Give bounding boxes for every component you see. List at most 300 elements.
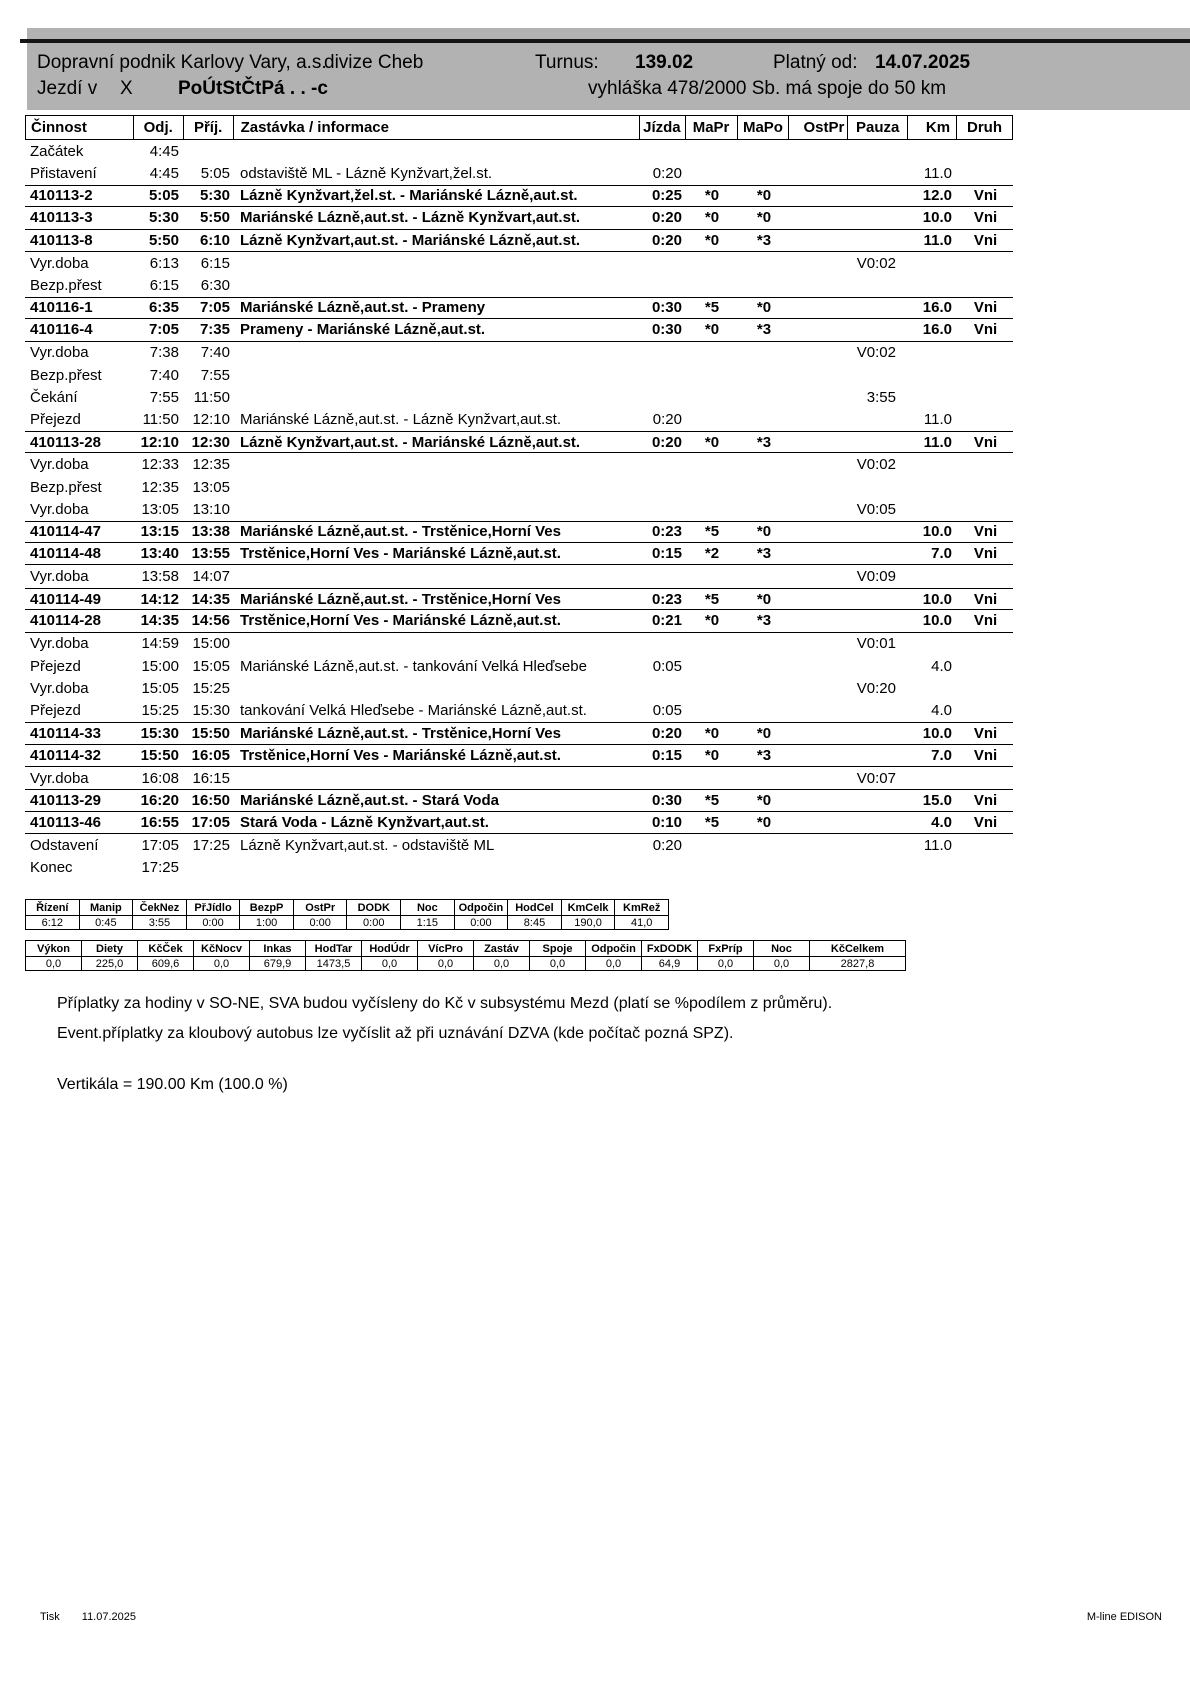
summary-value: 0,0: [194, 957, 250, 971]
summary-header: Odpočin: [454, 900, 508, 916]
summary-value: 0,0: [474, 957, 530, 971]
summary-header: HodCel: [508, 900, 562, 916]
schedule-row: [25, 677, 1013, 699]
cell-km: 12.0: [922, 187, 952, 205]
cell-jizda: [640, 364, 686, 386]
cell-zastavka: [233, 274, 640, 296]
cell-km: 10.0: [922, 612, 952, 630]
cell-jizda: [640, 498, 686, 520]
cell-mapo: *0: [756, 523, 772, 541]
cell-druh: Vni: [973, 187, 998, 205]
summary-value: 0:45: [79, 916, 133, 930]
summary-header: HodTar: [306, 941, 362, 957]
cell-ostpr: [790, 812, 849, 833]
cell-jizda: [640, 252, 686, 274]
cell-mapr: *0: [704, 612, 720, 630]
document-header: [27, 28, 1190, 110]
summary-header: KčČek: [138, 941, 194, 957]
cell-mapr: [686, 140, 738, 162]
cell-cinnost: Přejezd: [30, 411, 81, 429]
cell-prij: 7:40: [200, 344, 230, 362]
summary-value: 1:00: [240, 916, 294, 930]
cell-ostpr: [790, 274, 849, 296]
cell-pauza: [849, 230, 909, 251]
summary-header: Odpočin: [586, 941, 642, 957]
cell-zastavka: [233, 767, 640, 789]
cell-pauza: [849, 319, 909, 340]
cell-mapo: *3: [756, 321, 772, 339]
cell-jizda: 0:23: [651, 523, 682, 541]
cell-mapr: *5: [704, 523, 720, 541]
summary-value: 609,6: [138, 957, 194, 971]
summary-header: FxPríp: [698, 941, 754, 957]
runs-on-code: X: [120, 78, 133, 99]
cell-jizda: [640, 274, 686, 296]
cell-druh: [958, 565, 1013, 587]
cell-mapo: [738, 565, 790, 587]
summary-header: Zastáv: [474, 941, 530, 957]
cell-km: 16.0: [922, 321, 952, 339]
summary-value: 0:00: [454, 916, 508, 930]
cell-mapo: *3: [756, 746, 772, 764]
summary-value: 6:12: [26, 916, 80, 930]
cell-mapr: *2: [704, 545, 720, 563]
cell-mapo: [738, 140, 790, 162]
cell-mapr: [686, 476, 738, 498]
cell-druh: [958, 498, 1013, 520]
cell-odj: 7:38: [149, 344, 179, 362]
cell-km: [909, 677, 958, 699]
cell-ostpr: [790, 364, 849, 386]
cell-prij: 7:35: [199, 321, 230, 339]
cell-pauza: V0:02: [856, 254, 896, 272]
cell-druh: [958, 857, 1013, 879]
cell-km: [909, 633, 958, 655]
cell-zastavka: Lázně Kynžvart,aut.st. - Mariánské Lázně,aut.st.: [240, 231, 581, 249]
cell-druh: [958, 476, 1013, 498]
cell-ostpr: [790, 409, 849, 431]
cell-zastavka: Mariánské Lázně,aut.st. - Trstěnice,Horní Ves: [240, 590, 561, 608]
cell-zastavka: Prameny - Mariánské Lázně,aut.st.: [240, 321, 486, 339]
cell-pauza: [849, 186, 909, 206]
cell-odj: 16:08: [141, 769, 179, 787]
cell-cinnost: Začátek: [30, 142, 84, 160]
cell-pauza: [849, 589, 909, 609]
cell-pauza: [849, 207, 909, 228]
cell-mapr: [686, 834, 738, 856]
cell-mapo: [738, 700, 790, 722]
cell-odj: 4:45: [149, 165, 179, 183]
cell-jizda: 0:05: [652, 657, 682, 675]
company-name: Dopravní podnik Karlovy Vary, a.s.: [37, 52, 327, 73]
cell-pauza: V0:05: [856, 500, 896, 518]
schedule-row: [25, 476, 1013, 498]
cell-cinnost: 410114-49: [30, 590, 101, 608]
cell-druh: Vni: [973, 746, 998, 764]
cell-mapr: *0: [704, 321, 720, 339]
cell-prij: 13:38: [191, 523, 230, 541]
cell-km: 16.0: [922, 299, 952, 317]
summary-table-hours: [25, 899, 669, 930]
cell-odj: 6:15: [149, 277, 179, 295]
cell-mapr: *0: [704, 187, 720, 205]
schedule-row-trip: [25, 588, 1013, 610]
cell-zastavka: Mariánské Lázně,aut.st. - Trstěnice,Horní Ves: [240, 523, 561, 541]
cell-ostpr: [790, 522, 849, 542]
cell-jizda: 0:20: [651, 433, 682, 451]
cell-ostpr: [790, 790, 849, 810]
cell-mapo: [738, 633, 790, 655]
cell-zastavka: [233, 633, 640, 655]
schedule-row: [25, 140, 1013, 162]
cell-zastavka: Lázně Kynžvart,žel.st. - Mariánské Lázně,aut.st.: [240, 187, 578, 205]
cell-jizda: 0:05: [652, 702, 682, 720]
cell-ostpr: [790, 207, 849, 228]
schedule-row: [25, 252, 1013, 274]
cell-prij: 15:25: [192, 680, 230, 698]
cell-prij: 16:15: [192, 769, 230, 787]
cell-jizda: [640, 565, 686, 587]
summary-value: 0:00: [293, 916, 347, 930]
cell-prij: 15:00: [192, 635, 230, 653]
cell-pauza: [849, 432, 909, 452]
cell-druh: Vni: [973, 813, 998, 831]
summary-value: 1473,5: [306, 957, 362, 971]
cell-mapo: [738, 498, 790, 520]
cell-mapr: *5: [704, 299, 720, 317]
cell-km: 7.0: [931, 746, 952, 764]
cell-km: 11.0: [923, 231, 952, 249]
print-date: 11.07.2025: [81, 1611, 137, 1623]
schedule-row: [25, 364, 1013, 386]
cell-odj: 13:58: [141, 568, 179, 586]
cell-mapo: *0: [756, 299, 772, 317]
cell-odj: 7:55: [149, 388, 179, 406]
cell-ostpr: [790, 767, 849, 789]
cell-druh: [958, 409, 1013, 431]
cell-jizda: [640, 342, 686, 364]
cell-mapr: [686, 274, 738, 296]
cell-jizda: 0:23: [651, 590, 682, 608]
summary-value: 0,0: [586, 957, 642, 971]
cell-km: [909, 252, 958, 274]
cell-mapr: [686, 565, 738, 587]
cell-cinnost: Přistavení: [30, 165, 97, 183]
cell-druh: [958, 386, 1013, 408]
cell-druh: [958, 364, 1013, 386]
cell-prij: 14:35: [191, 590, 230, 608]
cell-mapr: [686, 655, 738, 677]
summary-value: 0,0: [754, 957, 810, 971]
cell-druh: Vni: [973, 299, 998, 317]
summary-table-money: [25, 940, 906, 971]
cell-odj: 12:33: [141, 456, 179, 474]
cell-mapo: *3: [756, 433, 772, 451]
cell-ostpr: [790, 857, 849, 879]
cell-druh: [958, 453, 1013, 475]
schedule-row: [25, 162, 1013, 184]
col-header-druh: Druh: [967, 119, 1003, 136]
summary-header: KčNocv: [194, 941, 250, 957]
cell-km: [909, 767, 958, 789]
col-header-km: Km: [908, 116, 957, 139]
cell-mapr: [686, 633, 738, 655]
cell-jizda: [640, 476, 686, 498]
cell-zastavka: Mariánské Lázně,aut.st. - tankování Velká Hleďsebe: [240, 657, 587, 675]
cell-zastavka: [233, 476, 640, 498]
cell-mapo: *0: [756, 813, 772, 831]
cell-ostpr: [790, 498, 849, 520]
cell-prij: 12:35: [192, 456, 230, 474]
cell-cinnost: 410113-3: [30, 209, 93, 227]
cell-mapr: *0: [704, 724, 720, 742]
cell-ostpr: [790, 655, 849, 677]
schedule-row-trip: [25, 230, 1013, 252]
cell-cinnost: 410114-47: [30, 523, 101, 541]
cell-pauza: [849, 476, 909, 498]
vertikala-line: Vertikála = 190.00 Km (100.0 %): [57, 1076, 288, 1093]
cell-mapr: *0: [704, 231, 720, 249]
cell-odj: 16:20: [140, 792, 179, 810]
cell-cinnost: Konec: [30, 859, 73, 877]
cell-druh: Vni: [973, 612, 998, 630]
cell-zastavka: Mariánské Lázně,aut.st. - Lázně Kynžvart,aut.st.: [240, 209, 581, 227]
cell-km: [909, 857, 958, 879]
cell-druh: Vni: [973, 545, 998, 563]
summary-header: DODK: [347, 900, 401, 916]
cell-odj: 11:50: [142, 411, 179, 429]
cell-jizda: 0:15: [651, 746, 682, 764]
cell-zastavka: [233, 677, 640, 699]
schedule-row: [25, 498, 1013, 520]
summary-value: 8:45: [508, 916, 562, 930]
col-header-mapo: MaPo: [738, 116, 790, 139]
summary-header: BezpP: [240, 900, 294, 916]
cell-pauza: [849, 274, 909, 296]
cell-zastavka: Lázně Kynžvart,aut.st. - Mariánské Lázně,aut.st.: [240, 433, 581, 451]
cell-prij: 14:56: [191, 612, 230, 630]
cell-zastavka: [233, 498, 640, 520]
cell-cinnost: Bezp.přest: [30, 277, 102, 295]
cell-jizda: [640, 767, 686, 789]
summary-header: Inkas: [250, 941, 306, 957]
cell-zastavka: Trstěnice,Horní Ves - Mariánské Lázně,aut.st.: [240, 545, 561, 563]
cell-ostpr: [790, 252, 849, 274]
cell-mapo: [738, 453, 790, 475]
schedule-row-trip: [25, 789, 1013, 811]
cell-odj: 5:30: [148, 209, 179, 227]
cell-mapr: *0: [704, 209, 720, 227]
cell-odj: 6:35: [148, 299, 179, 317]
cell-mapo: [738, 274, 790, 296]
cell-ostpr: [790, 319, 849, 340]
summary-value: 0,0: [698, 957, 754, 971]
schedule-table-header: [25, 115, 1013, 140]
cell-pauza: [849, 812, 909, 833]
cell-druh: [958, 252, 1013, 274]
summary-value: 0,0: [418, 957, 474, 971]
schedule-row-trip: [25, 812, 1013, 834]
summary-header: PřJídlo: [186, 900, 240, 916]
cell-ostpr: [790, 162, 849, 184]
cell-km: 4.0: [931, 657, 952, 675]
cell-km: 10.0: [922, 523, 952, 541]
cell-ostpr: [790, 186, 849, 206]
schedule-row-trip: [25, 207, 1013, 229]
cell-prij: 5:30: [199, 187, 230, 205]
cell-jizda: [640, 453, 686, 475]
summary-header: OstPr: [293, 900, 347, 916]
schedule-row: [25, 857, 1013, 879]
cell-cinnost: Čekání: [30, 388, 78, 406]
cell-zastavka: [233, 364, 640, 386]
cell-druh: [958, 633, 1013, 655]
cell-km: 4.0: [931, 813, 952, 831]
cell-km: [909, 565, 958, 587]
cell-mapo: [738, 655, 790, 677]
cell-mapr: [686, 162, 738, 184]
schedule-row-trip: [25, 610, 1013, 632]
cell-druh: [958, 700, 1013, 722]
cell-jizda: [640, 386, 686, 408]
cell-ostpr: [790, 745, 849, 766]
runs-on-days: PoÚtStČtPá . . -c: [178, 78, 328, 99]
cell-cinnost: Vyr.doba: [30, 344, 89, 362]
cell-mapo: [738, 476, 790, 498]
cell-km: 11.0: [923, 836, 952, 854]
cell-pauza: V0:09: [856, 568, 896, 586]
cell-mapr: [686, 498, 738, 520]
cell-pauza: [849, 522, 909, 542]
cell-prij: 12:10: [192, 411, 230, 429]
cell-druh: [958, 140, 1013, 162]
cell-prij: 6:15: [200, 254, 230, 272]
cell-prij: [183, 140, 233, 162]
schedule-row: [25, 700, 1013, 722]
cell-cinnost: Přejezd: [30, 657, 81, 675]
summary-header: Noc: [754, 941, 810, 957]
cell-mapr: [686, 342, 738, 364]
summary-value: 3:55: [133, 916, 187, 930]
cell-pauza: [849, 140, 909, 162]
cell-zastavka: [233, 453, 640, 475]
cell-mapo: *3: [756, 612, 772, 630]
schedule-row: [25, 633, 1013, 655]
cell-cinnost: Bezp.přest: [30, 366, 102, 384]
cell-pauza: [849, 543, 909, 564]
schedule-row: [25, 834, 1013, 856]
cell-cinnost: Vyr.doba: [30, 635, 89, 653]
cell-mapo: *0: [756, 792, 772, 810]
cell-mapo: *0: [756, 590, 772, 608]
col-header-prij: Příj.: [184, 116, 234, 139]
cell-zastavka: Mariánské Lázně,aut.st. - Trstěnice,Horní Ves: [240, 724, 561, 742]
cell-cinnost: Odstavení: [30, 836, 99, 854]
cell-mapr: [686, 767, 738, 789]
cell-km: [909, 498, 958, 520]
schedule-row-trip: [25, 319, 1013, 341]
col-header-odj: Odj.: [134, 116, 184, 139]
schedule-table: [25, 115, 1013, 879]
cell-ostpr: [790, 700, 849, 722]
cell-km: [909, 364, 958, 386]
cell-zastavka: Stará Voda - Lázně Kynžvart,aut.st.: [240, 813, 489, 831]
cell-druh: Vni: [973, 724, 998, 742]
summary-header: KčCelkem: [810, 941, 906, 957]
cell-pauza: [849, 700, 909, 722]
schedule-row-trip: [25, 431, 1013, 453]
cell-cinnost: 410114-33: [30, 724, 101, 742]
col-header-zastavka: Zastávka / informace: [234, 116, 640, 139]
cell-pauza: [849, 790, 909, 810]
summary-header: VícPro: [418, 941, 474, 957]
cell-druh: Vni: [973, 792, 998, 810]
cell-cinnost: Vyr.doba: [30, 456, 89, 474]
cell-ostpr: [790, 543, 849, 564]
summary-header: HodÚdr: [362, 941, 418, 957]
cell-mapr: [686, 700, 738, 722]
cell-mapo: [738, 342, 790, 364]
cell-km: 10.0: [922, 590, 952, 608]
cell-pauza: [849, 857, 909, 879]
schedule-row: [25, 386, 1013, 408]
cell-prij: 7:55: [200, 366, 230, 384]
cell-pauza: [849, 723, 909, 743]
schedule-row: [25, 767, 1013, 789]
print-label: Tisk: [40, 1611, 60, 1623]
schedule-row-trip: [25, 543, 1013, 565]
schedule-row: [25, 342, 1013, 364]
cell-pauza: [849, 610, 909, 631]
cell-jizda: 0:20: [651, 724, 682, 742]
cell-km: 4.0: [931, 702, 952, 720]
cell-odj: 15:05: [141, 680, 179, 698]
cell-mapo: *0: [756, 724, 772, 742]
cell-jizda: [640, 633, 686, 655]
cell-druh: [958, 655, 1013, 677]
cell-cinnost: 410113-2: [30, 187, 93, 205]
cell-cinnost: Vyr.doba: [30, 680, 89, 698]
cell-km: 15.0: [922, 792, 952, 810]
cell-mapo: *3: [756, 545, 772, 563]
header-top-rule: [20, 39, 1190, 43]
cell-prij: 12:30: [191, 433, 230, 451]
cell-pauza: [849, 162, 909, 184]
cell-zastavka: tankování Velká Hleďsebe - Mariánské Lázně,aut.st.: [240, 702, 587, 720]
cell-odj: 7:05: [148, 321, 179, 339]
cell-ostpr: [790, 677, 849, 699]
cell-mapr: *5: [704, 590, 720, 608]
cell-prij: 15:05: [192, 657, 230, 675]
decree-note: vyhláška 478/2000 Sb. má spoje do 50 km: [588, 78, 947, 99]
cell-mapo: [738, 677, 790, 699]
schedule-row: [25, 409, 1013, 431]
summary-header: Diety: [82, 941, 138, 957]
schedule-row: [25, 453, 1013, 475]
summary-header: Řízení: [26, 900, 80, 916]
cell-odj: 14:12: [140, 590, 179, 608]
cell-zastavka: odstaviště ML - Lázně Kynžvart,žel.st.: [240, 165, 493, 183]
cell-prij: 11:50: [193, 388, 230, 406]
cell-cinnost: 410114-32: [30, 746, 101, 764]
cell-jizda: [640, 677, 686, 699]
cell-cinnost: Vyr.doba: [30, 500, 89, 518]
cell-ostpr: [790, 565, 849, 587]
summary-value: 0:00: [347, 916, 401, 930]
cell-km: 10.0: [922, 724, 952, 742]
col-header-ostpr: OstPr: [789, 116, 848, 139]
cell-jizda: [640, 857, 686, 879]
